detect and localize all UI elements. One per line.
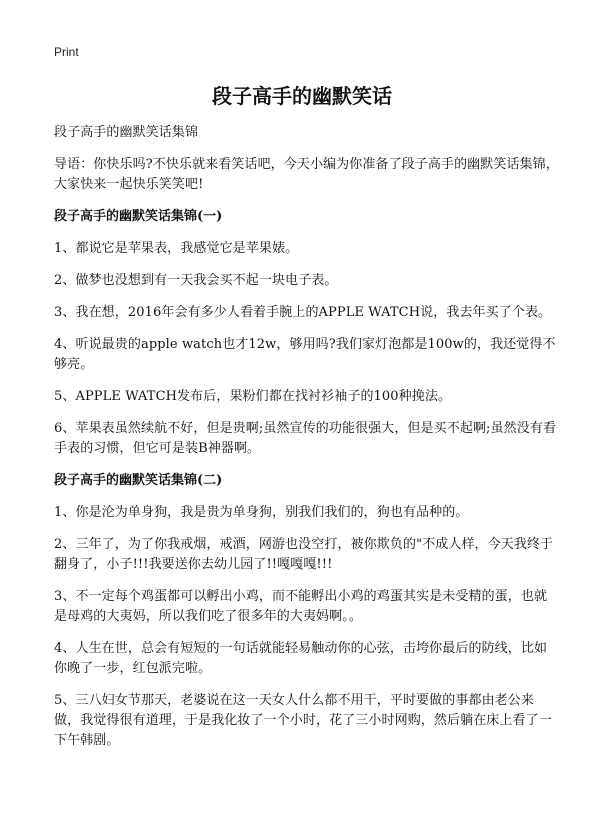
document-title: 段子高手的幽默笑话 [212, 84, 392, 108]
joke-item: 6、苹果表虽然续航不好，但是贵啊;虽然宣传的功能很强大，但是买不起啊;虽然没有看手表的习惯，但它可是装B神器啊。 [54, 421, 557, 456]
joke-item: 2、三年了，为了你我戒烟，戒酒，网游也没空打，被你欺负的"不成人样，今天我终于翻身了，小子!!!我要送你去幼儿园了!!嘎嘎嘎!!! [54, 537, 554, 572]
joke-item: 3、我在想，2016年会有多少人看着手腕上的APPLE WATCH说，我去年买了个表。 [54, 305, 552, 320]
joke-item: 3、不一定每个鸡蛋都可以孵出小鸡，而不能孵出小鸡的鸡蛋其实是未受精的蛋，也就是母鸡的大夷妈，所以我们吃了很多年的大夷妈啊。。 [54, 589, 548, 624]
print-link[interactable]: Print [54, 45, 79, 59]
joke-item: 4、听说最贵的apple watch也才12w，够用吗?我们家灯泡都是100w的，我还觉得不够亮。 [54, 337, 556, 372]
section-heading-1: 段子高手的幽默笑话集锦(一) [54, 209, 223, 224]
joke-item: 1、都说它是苹果表，我感觉它是苹果婊。 [54, 241, 299, 256]
joke-item: 1、你是沦为单身狗，我是贵为单身狗，别我们我们的，狗也有品种的。 [54, 505, 469, 520]
section-heading-2: 段子高手的幽默笑话集锦(二) [54, 473, 223, 488]
joke-item: 5、APPLE WATCH发布后，果粉们都在找衬衫袖子的100种挽法。 [54, 389, 452, 404]
intro-paragraph: 导语：你快乐吗?不快乐就来看笑话吧，今天小编为你准备了段子高手的幽默笑话集锦，大家快来一起快乐笑笑吧! [54, 157, 559, 192]
joke-item: 5、三八妇女节那天，老婆说在这一天女人什么都不用干，平时要做的事都由老公来做，我觉得很有道理，于是我化妆了一个小时，花了三小时网购，然后躺在床上看了一下午韩剧。 [54, 693, 552, 748]
joke-item: 2、做梦也没想到有一天我会买不起一块电子表。 [54, 273, 338, 288]
document-subtitle: 段子高手的幽默笑话集锦 [54, 125, 199, 140]
joke-item: 4、人生在世，总会有短短的一句话就能轻易触动你的心弦，击垮你最后的防线，比如你晚了一步，红包派完啦。 [54, 641, 548, 676]
